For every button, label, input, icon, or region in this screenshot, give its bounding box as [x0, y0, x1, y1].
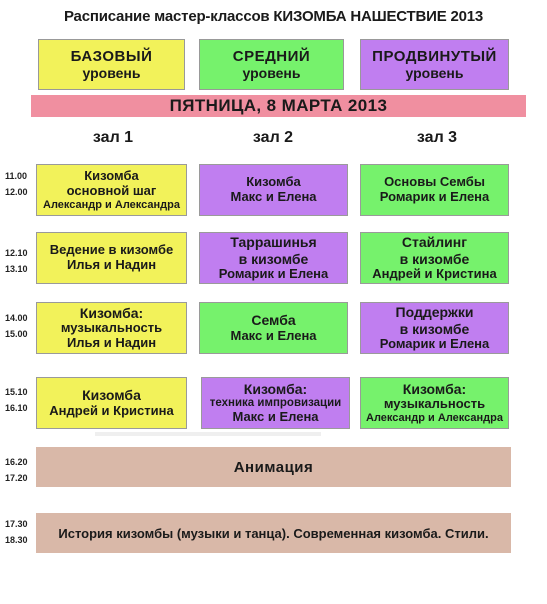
level-advanced-sub: уровень — [405, 65, 464, 82]
time-start: 15.10 — [5, 387, 28, 397]
time-end: 18.30 — [5, 535, 28, 545]
session-instructors: Александр и Александра — [43, 198, 180, 211]
hall-3-header: зал 3 — [416, 129, 458, 146]
time-end: 13.10 — [5, 264, 28, 274]
session-title: Поддержки — [395, 304, 474, 321]
session-card — [360, 377, 509, 429]
session-title: Стайлинг — [401, 234, 468, 251]
session-card — [201, 377, 350, 429]
session-card — [199, 232, 348, 284]
time-slot-3 — [5, 313, 35, 339]
day-banner: ПЯТНИЦА, 8 МАРТА 2013 — [31, 95, 526, 117]
session-instructors: Ромарик и Елена — [379, 335, 490, 351]
session-instructors: Илья и Надин — [66, 335, 157, 351]
session-card — [199, 164, 348, 216]
level-basic-name: БАЗОВЫЙ — [70, 47, 153, 65]
session-title: Кизомба — [84, 167, 139, 183]
animation-block: Анимация — [36, 447, 511, 487]
session-card — [360, 302, 509, 354]
session-subtitle: музыкальность — [60, 320, 163, 336]
session-card — [360, 164, 509, 216]
level-intermediate-name: СРЕДНИЙ — [232, 47, 311, 65]
session-card — [36, 164, 187, 216]
time-slot-4 — [5, 387, 35, 413]
session-subtitle: в кизомбе — [399, 250, 470, 267]
session-card — [199, 302, 348, 354]
time-start: 17.30 — [5, 519, 28, 529]
time-slot-2 — [5, 248, 35, 274]
session-instructors: Андрей и Кристина — [49, 402, 174, 418]
session-title: Кизомба — [82, 387, 141, 404]
time-end: 17.20 — [5, 473, 28, 483]
time-end: 15.00 — [5, 329, 28, 339]
session-subtitle: в кизомбе — [238, 250, 309, 267]
session-instructors: Макс и Елена — [230, 189, 317, 204]
session-subtitle: техника импровизации — [209, 396, 342, 409]
session-title: Основы Сембы — [384, 174, 485, 190]
session-title: Кизомба — [246, 174, 301, 190]
level-intermediate-sub: уровень — [242, 65, 301, 82]
time-slot-6 — [5, 519, 35, 545]
time-slot-1 — [5, 171, 35, 197]
session-card — [36, 232, 187, 284]
session-instructors: Ромарик и Елена — [218, 265, 329, 281]
time-start: 11.00 — [5, 171, 28, 181]
schedule-title: Расписание мастер-классов КИЗОМБА НАШЕСТВИЕ 2013 — [63, 8, 484, 25]
level-basic-sub: уровень — [82, 65, 141, 82]
session-instructors: Ромарик и Елена — [379, 189, 490, 204]
history-block: История кизомбы (музыки и танца). Современная кизомба. Стили. — [36, 513, 511, 553]
session-instructors: Макс и Елена — [232, 409, 319, 425]
session-instructors: Александр и Александра — [366, 412, 503, 425]
time-end: 12.00 — [5, 187, 28, 197]
time-start: 14.00 — [5, 313, 28, 323]
session-instructors: Андрей и Кристина — [372, 265, 497, 281]
session-card — [36, 377, 187, 429]
level-advanced — [360, 39, 509, 90]
session-card — [36, 302, 187, 354]
session-title: Ведение в кизомбе — [49, 242, 174, 258]
session-instructors: Илья и Надин — [66, 257, 157, 272]
time-end: 16.10 — [5, 403, 28, 413]
session-card — [360, 232, 509, 284]
level-basic — [38, 39, 185, 90]
session-title: Семба — [251, 312, 296, 329]
hall-1-header: зал 1 — [92, 129, 134, 146]
session-title: Кизомба: — [79, 305, 144, 322]
session-instructors: Макс и Елена — [230, 327, 317, 343]
session-title: Таррашинья — [230, 234, 317, 251]
hall-2-header: зал 2 — [252, 129, 294, 146]
level-intermediate — [199, 39, 344, 90]
level-advanced-name: ПРОДВИНУТЫЙ — [372, 47, 497, 65]
session-title: Кизомба: — [243, 380, 308, 397]
session-subtitle: основной шаг — [66, 182, 157, 198]
session-subtitle: в кизомбе — [399, 320, 470, 337]
time-start: 16.20 — [5, 457, 28, 467]
divider — [95, 432, 321, 436]
session-title: Кизомба: — [402, 381, 467, 398]
time-start: 12.10 — [5, 248, 28, 258]
time-slot-5 — [5, 457, 35, 483]
session-subtitle: музыкальность — [383, 396, 486, 412]
